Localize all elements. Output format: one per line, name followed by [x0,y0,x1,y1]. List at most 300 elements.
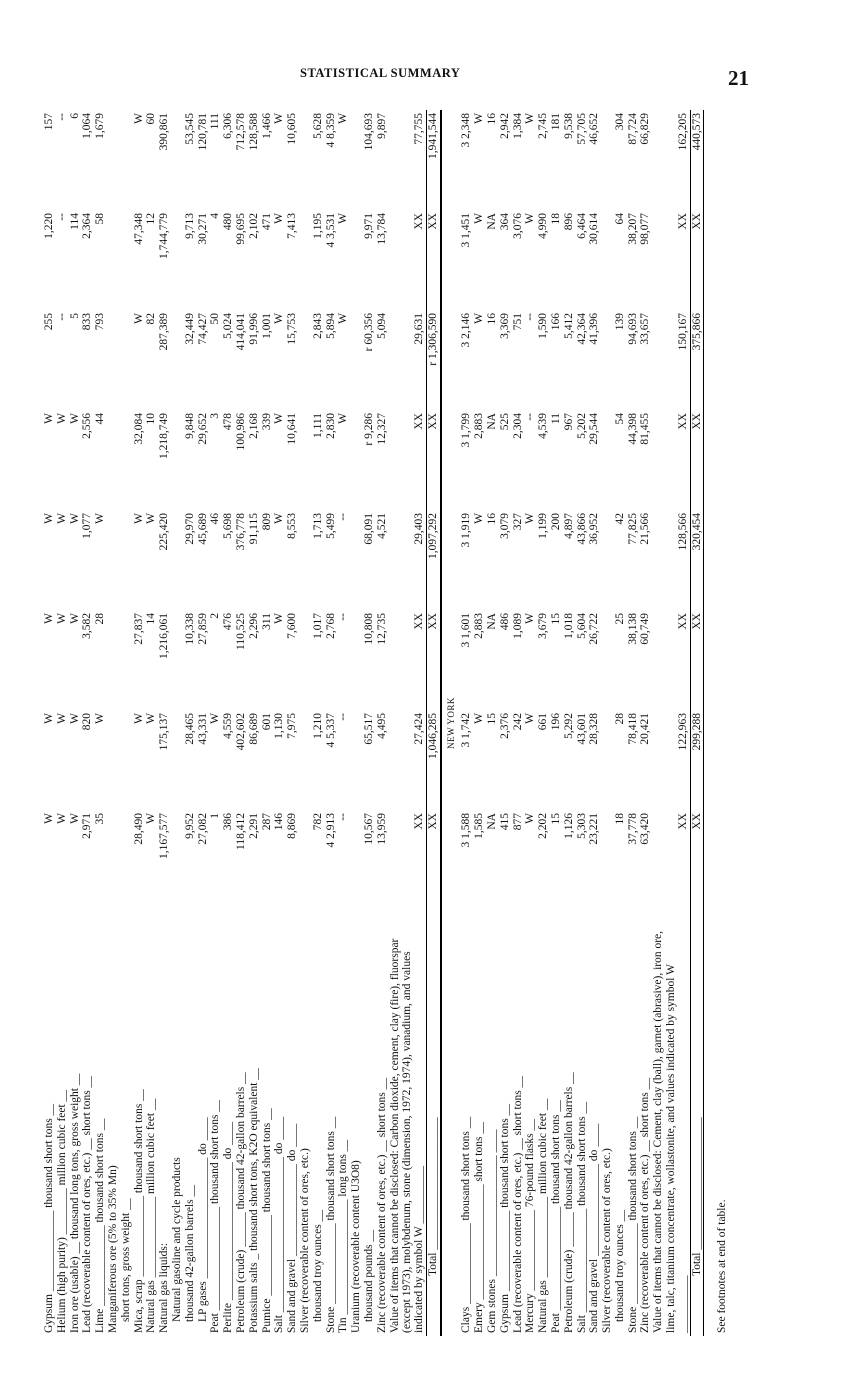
cell-value: 793 [94,313,107,331]
row-label: Gem stones _____________________ ____ [485,1129,498,1333]
table-row [81,110,94,1336]
cell-value: 2,556 [81,413,94,439]
table-row [286,110,299,1336]
cell-value: 4 2,913 [324,813,337,848]
total-value: 440,573 [690,110,704,210]
cell-value [107,110,120,210]
cell-value: 25 [613,613,626,625]
cell-value: W [273,513,286,524]
total-value: XX [690,410,704,510]
row-label: Lime ______________ thousand short tons __ [94,1118,107,1333]
cell-value: 751 [511,313,524,331]
cell-value: W [273,313,286,324]
cell-value: 2,202 [537,813,550,839]
cell-value: 166 [549,313,562,331]
cell-value: 57,705 [575,113,588,145]
cell-value: 38,207 [626,213,639,245]
cell-value: 2,376 [498,713,511,739]
cell-value: 877 [511,813,524,831]
total-label: Total _______________________ [426,910,440,1336]
cell-value: 1,744,779 [158,213,171,259]
cell-value: W [94,513,107,524]
row-label: Mica, scrap ______________ thousand short tons __ [132,1089,145,1333]
cell-value: NA [485,413,498,430]
row-label: Stone ______________ thousand short tons __ [324,1116,337,1333]
cell-value: 3 1,742 [460,713,473,748]
cell-value: 9,713 [183,213,196,239]
cell-value: 5 [68,313,81,319]
cell-value: 29,544 [588,413,601,445]
cell-value: 1,218,749 [158,413,171,459]
cell-value: r 60,356 [362,313,375,352]
cell-value: 29,652 [196,413,209,445]
section-one-total-row [426,110,440,1336]
cell-value: 5,698 [222,513,235,539]
cell-value: 42 [613,513,626,525]
row-label: Petroleum (crude) ______ thousand 42-gallon barrels __ [234,1072,247,1333]
cell-value [171,610,184,710]
cell-value: 146 [273,813,286,831]
cell-value: 3 1,919 [460,513,473,548]
cell-value: 128,566 [676,513,689,551]
cell-value [601,210,614,310]
cell-value: NA [485,613,498,630]
cell-value: 10,338 [183,613,196,645]
row-label: Natural gasoline and cycle products [170,1157,183,1322]
cell-value: 60,749 [639,613,652,645]
table-row [312,110,325,1336]
cell-value: 43,331 [196,713,209,745]
row-label: Stone ______________ thousand short tons __ [626,1116,639,1333]
cell-value [120,810,133,910]
cell-value: 1,064 [81,113,94,139]
cell-value: 118,412 [234,813,247,850]
cell-value: W [43,813,55,824]
cell-value: 44,398 [626,413,639,445]
cell-value: 414,041 [234,313,247,351]
cell-value: 10 [145,413,158,425]
cell-value: 712,578 [234,113,247,151]
cell-value: NA [485,213,498,230]
cell-value: 122,963 [676,713,689,751]
table-row [56,110,69,1336]
cell-value: 44 [94,413,107,425]
cell-value: 128,588 [247,113,260,151]
row-label: Uranium (recoverable content U3O8) [350,1160,363,1333]
cell-value: 3,076 [511,213,524,239]
cell-value: 20,421 [639,713,652,745]
cell-value: 478 [222,413,235,431]
total-value: XX [690,810,704,910]
row-label: Manganiferous ore (5% to 35% Mn) [106,1165,119,1333]
table-row [337,110,350,1336]
cell-value: W [473,313,486,324]
cell-value: 2,168 [247,413,260,439]
cell-value: XX [412,213,425,230]
table-row [209,110,222,1336]
cell-value: 82 [145,313,158,325]
cell-value: 2,304 [511,413,524,439]
row-label: Silver (recoverable content of ores, etc.) [298,1148,311,1333]
cell-value: 7,413 [286,213,299,239]
row-label: Petroleum (crude) ______ thousand 42-gallon barrels __ [562,1072,575,1333]
cell-value: -- [337,813,350,821]
cell-value: 896 [562,213,575,231]
row-label: Peat __________________ thousand short tons __ [549,1100,562,1333]
cell-value [107,610,120,710]
cell-value [601,710,614,810]
cell-value: 11 [549,413,562,425]
cell-value: XX [676,213,689,230]
cell-value [107,210,120,310]
cell-value: 5,024 [222,313,235,339]
cell-value: 43,866 [575,513,588,545]
cell-value: 327 [511,513,524,531]
statistical-summary-table [43,110,704,1336]
cell-value: 3 2,146 [460,313,473,348]
table-row [222,110,235,1336]
cell-value: 1,210 [311,713,324,739]
cell-value: W [273,613,286,624]
row-label: thousand pounds __ [362,1230,375,1322]
cell-value: 87,724 [626,113,639,145]
cell-value: 476 [222,613,235,631]
cell-value: 2,364 [81,213,94,239]
page-number: 21 [728,66,749,90]
cell-value: XX [412,813,425,830]
cell-value: 5,412 [562,313,575,339]
cell-value: NA [485,813,498,830]
cell-value: 196 [549,713,562,731]
cell-value: W [68,813,81,824]
cell-value: 525 [498,413,511,431]
cell-value: 29,970 [183,513,196,545]
table-row [325,110,338,1336]
cell-value: 4,495 [375,713,388,739]
total-value: r 1,306,590 [426,310,440,410]
cell-value: 5,499 [324,513,337,539]
cell-value [171,410,184,510]
cell-value: W [55,713,68,724]
cell-value: W [473,213,486,224]
table-row [94,110,107,1336]
row-label: Lead (recoverable content of ores, etc.) __ short tons __ [511,1075,524,1333]
cell-value: 9,952 [183,813,196,839]
cell-value: 287,389 [158,313,171,351]
cell-value: 1,017 [311,613,324,639]
total-value: 320,454 [690,510,704,610]
row-label: Sand and gravel ________________ do ____ [286,1123,299,1333]
state-heading-row [441,110,461,1336]
cell-value [171,310,184,410]
cell-value: 46 [209,513,222,525]
cell-value [350,510,363,610]
cell-value: 42,364 [575,313,588,345]
cell-value: 6 [68,113,81,119]
cell-value: 304 [613,113,626,131]
table-row [537,110,550,1336]
cell-value: 98,077 [639,213,652,245]
cell-value: 311 [260,613,273,630]
cell-value: 86,689 [247,713,260,745]
cell-value [171,510,184,610]
cell-value: W [55,813,68,824]
cell-value: W [132,313,145,324]
cell-value: 242 [511,713,524,731]
cell-value: 1,077 [81,513,94,539]
cell-value: 100,986 [234,413,247,451]
cell-value: 15,753 [286,313,299,345]
cell-value: 4,559 [222,713,235,739]
cell-value: 16 [485,313,498,325]
cell-value: 4,990 [537,213,550,239]
row-label: Potassium salts _ thousand short tons, K2O equivalent __ [247,1068,260,1333]
row-label: Gypsum ______________ thousand short tons __ [498,1103,511,1333]
cell-value: 78,418 [626,713,639,745]
cell-value [601,410,614,510]
row-label: Value of items that cannot be disclosed: Carbon dioxide, cement, clay (fire), fluorspar (except 1973), molybdenum, stone (dimension, 1972, 1974), vanadium, and values indicated by symbol W __________ [388,938,426,1333]
cell-value: 1,216,061 [158,613,171,659]
cell-value: 111 [209,113,222,130]
table-row [652,110,690,1336]
row-label: Mercury ______________ 76-pound flasks __ [524,1118,537,1333]
cell-value: 1,130 [273,713,286,739]
cell-value: 9,897 [375,113,388,139]
table-row [43,110,56,1336]
cell-value [120,510,133,610]
cell-value: 1,713 [311,513,324,539]
cell-value [107,510,120,610]
section-two-body [460,110,690,1336]
cell-value [601,610,614,710]
cell-value [350,310,363,410]
cell-value: 33,657 [639,313,652,345]
cell-value: XX [676,813,689,830]
cell-value: 1,220 [43,213,55,239]
cell-value: 110,525 [234,613,247,650]
cell-value [120,410,133,510]
cell-value: 782 [311,813,324,831]
row-label: Salt __________________ thousand short tons __ [575,1102,588,1333]
row-label: thousand troy ounces __ [311,1209,324,1322]
cell-value: 809 [260,513,273,531]
cell-value: 27,082 [196,813,209,845]
table-row [158,110,171,1336]
total-value: XX [690,210,704,310]
cell-value: W [473,513,486,524]
cell-value: 43,601 [575,713,588,745]
cell-value [601,110,614,210]
cell-value: W [132,513,145,524]
cell-value: 2,830 [324,413,337,439]
cell-value: 8,869 [286,813,299,839]
row-label: Natural gas liquids: [158,1242,171,1333]
cell-value: 14 [145,613,158,625]
cell-value: 5,604 [575,613,588,639]
cell-value: 3 1,601 [460,613,473,648]
cell-value: W [68,513,81,524]
cell-value: XX [676,613,689,630]
total-value: 299,288 [690,710,704,810]
table-row [133,110,146,1336]
cell-value: W [43,413,55,424]
cell-value: 3,679 [537,613,550,639]
cell-value: 1,001 [260,313,273,339]
cell-value: 1,466 [260,113,273,139]
cell-value: 28,490 [132,813,145,845]
cell-value: W [273,213,286,224]
cell-value: 66,829 [639,113,652,145]
cell-value: 3 1,588 [460,813,473,848]
cell-value: 3 1,451 [460,213,473,248]
cell-value: 4 5,337 [324,713,337,748]
table-row [120,110,133,1336]
cell-value: 967 [562,413,575,431]
total-value: XX [426,810,440,910]
cell-value: 9,848 [183,413,196,439]
cell-value: W [524,113,537,124]
cell-value: 1,679 [94,113,107,139]
cell-value: 5,094 [375,313,388,339]
cell-value [601,810,614,910]
cell-value: W [132,113,145,124]
cell-value: 23,221 [588,813,601,845]
footnote: See footnotes at end of table. [716,1199,729,1333]
cell-value: 58 [94,213,107,225]
cell-value: W [68,713,81,724]
cell-value: 81,455 [639,413,652,445]
cell-value [350,710,363,810]
cell-value: 3,582 [81,613,94,639]
cell-value: 4,539 [537,413,550,439]
cell-value [299,310,312,410]
cell-value: W [524,813,537,824]
table-row [248,110,261,1336]
row-label: Lead (recoverable content of ores, etc.) __ short tons __ [81,1075,94,1333]
cell-value [350,110,363,210]
cell-value: 64 [613,213,626,225]
cell-value: W [337,213,350,224]
row-label: thousand troy ounces __ [613,1209,626,1322]
cell-value: 2,971 [81,813,94,839]
cell-value [601,310,614,410]
cell-value: 27,424 [412,713,425,745]
cell-value: 1,018 [562,613,575,639]
cell-value: 4,897 [562,513,575,539]
cell-value: 3 2,348 [460,113,473,148]
cell-value: 27,859 [196,613,209,645]
cell-value: 225,420 [158,513,171,551]
cell-value: 12,735 [375,613,388,645]
cell-value: 2,768 [324,613,337,639]
cell-value: 46,652 [588,113,601,145]
cell-value: 287 [260,813,273,831]
table-row [563,110,576,1336]
cell-value: 47,348 [132,213,145,245]
cell-value: W [524,213,537,224]
row-label: Sand and gravel ________________ do ____ [588,1123,601,1333]
cell-value: 12 [145,213,158,225]
table-row [460,110,473,1336]
cell-value: 7,600 [286,613,299,639]
cell-value: -- [337,513,350,521]
row-label: Silver (recoverable content of ores, etc.) [601,1148,614,1333]
cell-value: 2,942 [498,113,511,139]
cell-value: 30,614 [588,213,601,245]
cell-value: 53,545 [183,113,196,145]
cell-value: W [55,513,68,524]
cell-value: 1,384 [511,113,524,139]
cell-value: 181 [549,113,562,131]
cell-value: 5,303 [575,813,588,839]
row-label: Iron ore (usable) __ thousand long tons, gross weight __ [68,1073,81,1333]
cell-value: -- [524,413,537,421]
cell-value: 6,306 [222,113,235,139]
table-row [627,110,640,1336]
cell-value: 29,403 [412,513,425,545]
cell-value [350,410,363,510]
cell-value: 157 [43,113,55,131]
cell-value: W [68,413,81,424]
cell-value: 77,825 [626,513,639,545]
cell-value: 4 3,531 [324,213,337,248]
cell-value: W [473,113,486,124]
row-label: Gypsum ______________ thousand short tons __ [43,1103,55,1333]
cell-value: 15 [485,713,498,725]
cell-value: 9,538 [562,113,575,139]
cell-value: 1,585 [473,813,486,839]
cell-value: 2,102 [247,213,260,239]
cell-value: W [473,713,486,724]
cell-value: 50 [209,313,222,325]
table-row [171,110,184,1336]
cell-value [107,410,120,510]
table-row [350,110,363,1336]
cell-value [120,310,133,410]
cell-value [299,710,312,810]
cell-value: 1,199 [537,513,550,539]
cell-value: W [132,713,145,724]
cell-value: 94,693 [626,313,639,345]
cell-value: 120,781 [196,113,209,151]
cell-value: 1,089 [511,613,524,639]
cell-value: 2,296 [247,613,260,639]
cell-value: 26,722 [588,613,601,645]
table-row [184,110,197,1336]
cell-value: W [209,713,222,724]
cell-value: 9,971 [362,213,375,239]
cell-value: 3 1,799 [460,413,473,448]
cell-value: 8,553 [286,513,299,539]
table-row [550,110,563,1336]
cell-value: 471 [260,213,273,231]
cell-value: 2,843 [311,313,324,339]
cell-value: 486 [498,613,511,631]
cell-value: 5,292 [562,713,575,739]
cell-value: 13,784 [375,213,388,245]
cell-value: W [43,513,55,524]
state-heading: NEW YORK [441,110,461,1336]
cell-value: 7,975 [286,713,299,739]
cell-value: 10,641 [286,413,299,445]
total-value: XX [426,210,440,310]
cell-value [299,510,312,610]
table-row [363,110,376,1336]
cell-value: 5,628 [311,113,324,139]
cell-value: 32,084 [132,413,145,445]
cell-value: 601 [260,713,273,731]
cell-value: 6,464 [575,213,588,239]
